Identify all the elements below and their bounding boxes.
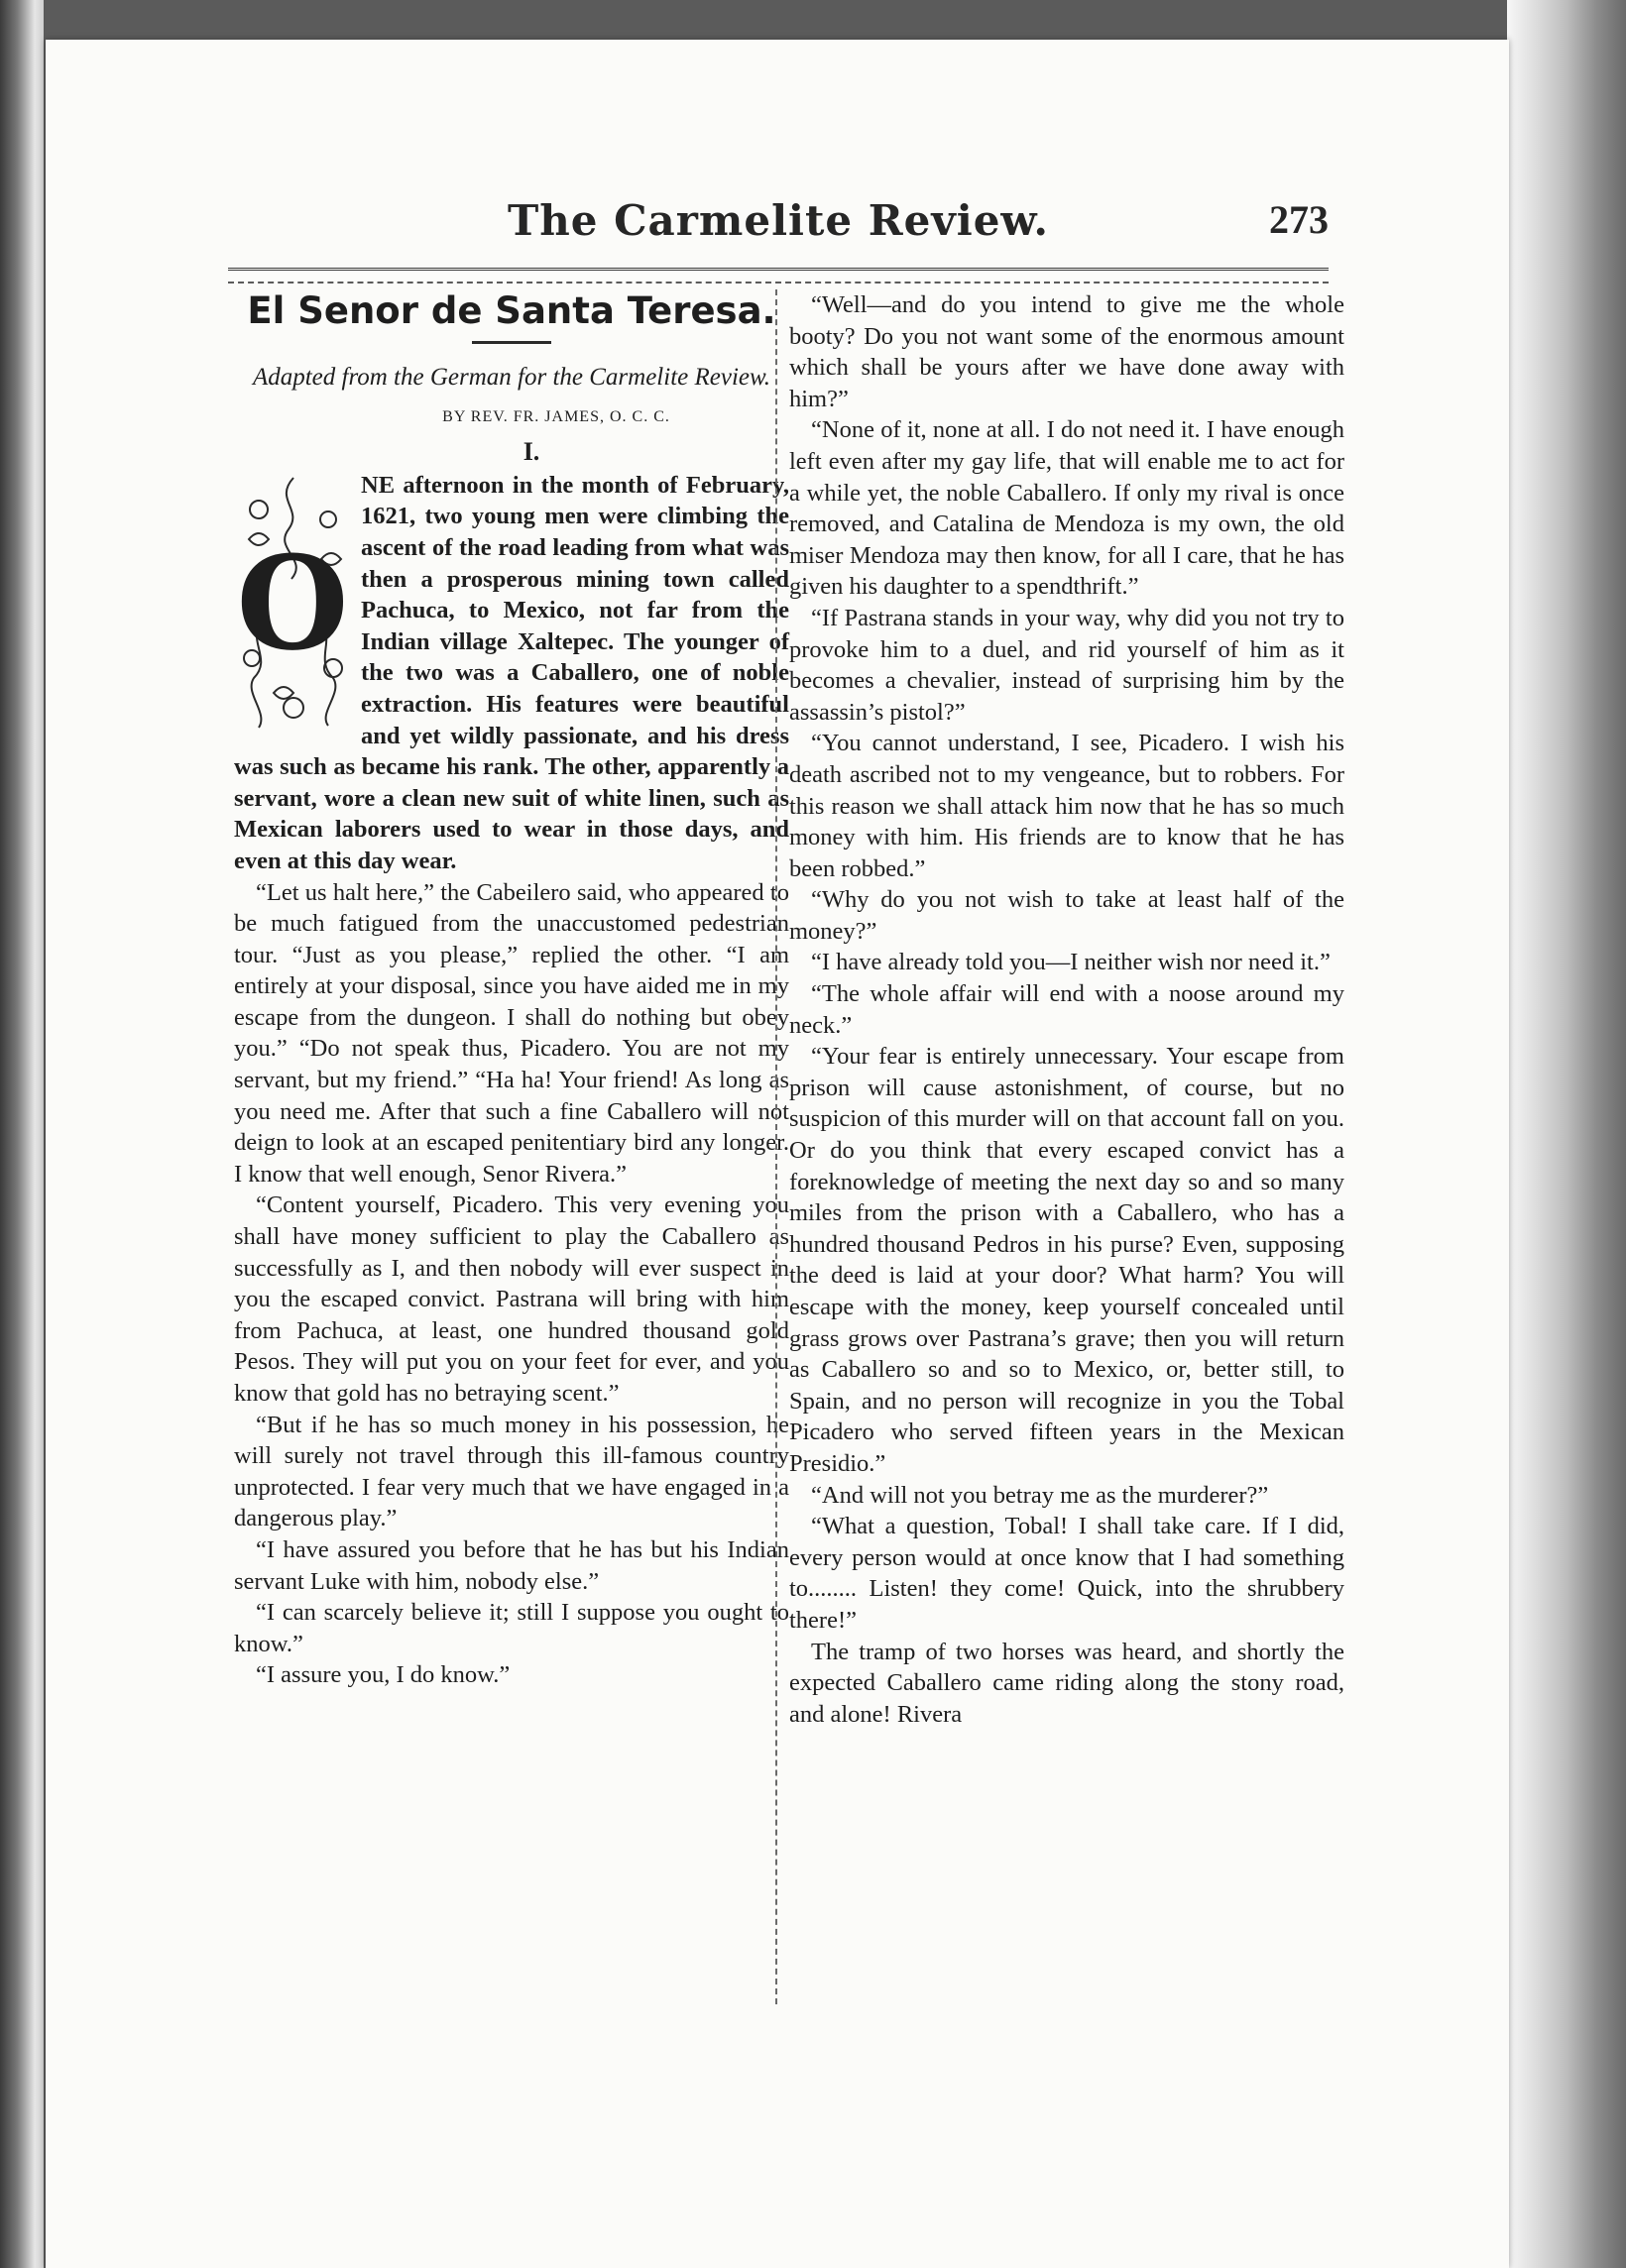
article-title: El Senor de Santa Teresa. (247, 289, 776, 332)
paragraph: “If Pastrana stands in your way, why did you not try to provoke him to a duel, and rid yourself of him as it becomes a chevalier, instead of surprising him by the assassin’s pistol?” (789, 604, 1344, 726)
article-subtitle: Adapted from the German for the Carmelite Review. (252, 363, 771, 391)
page-header (228, 167, 1329, 256)
header-rule (228, 268, 1329, 271)
byline: BY REV. FR. JAMES, O. C. C. (442, 407, 670, 425)
paragraph: “Let us halt here,” the Cabeilero said, who appeared to be much fatigued from the unaccustomed pedestrian tour. “Just as you please,” replied the other. “I am entirely at your disposal, since you have aided me in my escape from the dungeon. I shall do nothing but obey you.” “Do not speak thus, Picadero. You are not my servant, but my friend.” “Ha ha! Your friend! As long as you need me. After that such a fine Caballero will not deign to look at an escaped penitentiary bird any longer. I know that well enough, Senor Rivera.” (234, 878, 789, 1188)
page-number: 273 (1269, 197, 1329, 242)
paragraph: “Content yourself, Picadero. This very evening you shall have money sufficient to play the Caballero as successfully as I, and then nobody will ever suspect in you the escaped convict. Pastrana will bring with him from Pachuca, at least, one hundred thousand gold Pesos. They will put you on your feet for ever, and you know that gold has no betraying scent.” (234, 1191, 789, 1407)
paragraph: “I have assured you before that he has but his Indian servant Luke with him, nobody else.” (234, 1535, 789, 1595)
paragraph: “And will not you betray me as the murderer?” (811, 1481, 1269, 1509)
paragraph: “I can scarcely believe it; still I suppose you ought to know.” (234, 1599, 789, 1657)
paragraph: “What a question, Tobal! I shall take care. If I did, every person would at once know that I had something to........ Listen! they come! Quick, into the shrubbery there!” (789, 1513, 1344, 1634)
running-title: The Carmelite Review. (508, 196, 1049, 245)
first-paragraph (234, 470, 789, 877)
paragraph: “Your fear is entirely unnecessary. Your escape from prison will cause astonishment, of course, but no suspicion of this murder will on that account fall on you. Or do you think that every escaped convict has a foreknowledge of meeting the next day so and so many miles from the prison with a Caballero, who has a hundred thousand Pedros in his purse? Even, supposing the deed is laid at your door? What harm? You will escape with the money, keep yourself concealed until grass grows over Pastrana’s grave; then you will return as Caballero so and so to Mexico, or, better still, to Spain, and no person will recognize in you the Tobal Picadero who served fifteen years in the Mexican Presidio.” (789, 1043, 1344, 1477)
paragraph: The tramp of two horses was heard, and shortly the expected Caballero came riding along the stony road, and alone! Rivera (789, 1638, 1344, 1728)
left-column (234, 289, 789, 1691)
paragraph: “I assure you, I do know.” (256, 1661, 511, 1689)
section-number: I. (523, 437, 540, 467)
drop-cap-ornament (234, 470, 351, 734)
scan-left-edge (0, 0, 44, 2268)
title-rule (472, 341, 551, 344)
floral-ornament-icon (234, 470, 351, 734)
paragraph: “You cannot understand, I see, Picadero. I wish his death ascribed not to my vengeance, but to robbers. For this reason we shall attack him now that he has so much money with him. His friends are to know that he has been robbed.” (789, 730, 1344, 882)
paragraph: “But if he has so much money in his possession, he will surely not travel through this ill-famous country unprotected. I fear very much that we have engaged in a dangerous play.” (234, 1411, 789, 1532)
drop-cap-letter: O (236, 526, 349, 679)
first-paragraph-text: NE afternoon in the month of February, 1621, two young men were climbing the ascent of the road leading from what was then a prosperous mining town called Pachuca, to Mexico, not far from the Indian village Xaltepec. The younger of the two was a Caballero, one of noble extraction. His features were beautiful and yet wildly passionate, and his dress was such as became his rank. The other, apparently a servant, wore a clean new suit of white linen, such as Mexican laborers used to wear in those days, and even at this day wear. (234, 471, 789, 874)
column-divider (775, 289, 777, 2004)
header-rule-dashed (228, 282, 1329, 284)
scan-right-page-edges (1507, 0, 1626, 2268)
paragraph: “The whole affair will end with a noose around my neck.” (789, 980, 1344, 1039)
paragraph: “Well—and do you intend to give me the whole booty? Do you not want some of the enormous amount which shall be yours after we have done away with him?” (789, 291, 1344, 412)
paragraph: “I have already told you—I neither wish nor need it.” (811, 949, 1331, 976)
paragraph: “Why do you not wish to take at least half of the money?” (789, 886, 1344, 945)
right-column (789, 289, 1344, 1730)
paragraph: “None of it, none at all. I do not need it. I have enough left even after my gay life, that will enable me to act for a while yet, the noble Caballero. If only my rival is once removed, and Catalina de Mendoza is my own, the old miser Mendoza may then know, for all I care, that he has given his daughter to a spendthrift.” (789, 416, 1344, 601)
